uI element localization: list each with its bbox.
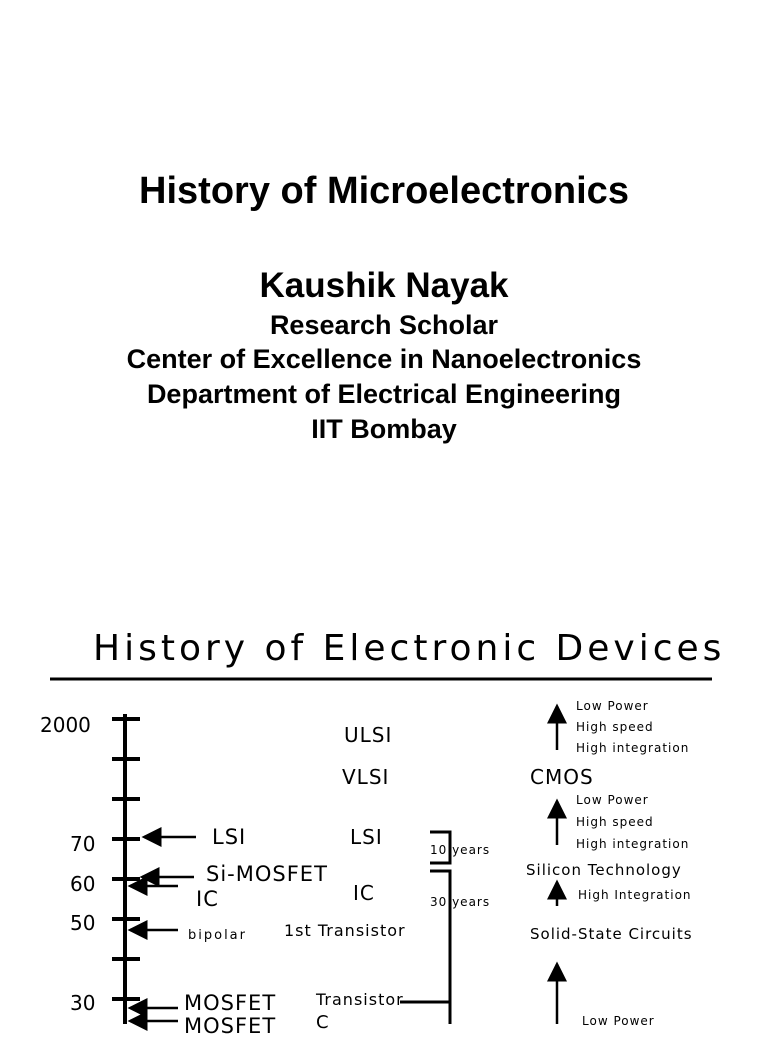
- author-center: Center of Excellence in Nanoelectronics: [126, 344, 642, 374]
- timeline-graphics: [0, 600, 768, 1024]
- history-slide-title: History of Electronic Devices: [93, 628, 726, 669]
- right-label-low-power-2: Low Power: [576, 793, 649, 807]
- bracket-label-10-years: 10 years: [430, 843, 491, 857]
- left-label-bipolar: bipolar: [188, 928, 247, 943]
- author-role: Research Scholar: [269, 310, 499, 340]
- bracket-label-30-years: 30 years: [430, 895, 491, 909]
- middle-label-ulsi: ULSI: [344, 723, 393, 747]
- author-name: Kaushik Nayak: [259, 266, 509, 305]
- middle-label-transistor: Transistor: [316, 990, 404, 1009]
- right-label-high-integration-3: High Integration: [578, 888, 692, 902]
- right-label-high-integration-2: High integration: [576, 837, 690, 851]
- brackets: [400, 832, 450, 1024]
- year-50: 50: [70, 911, 96, 935]
- right-label-cmos: CMOS: [530, 765, 594, 789]
- electronic-devices-history-slide: [0, 600, 768, 1038]
- middle-label-first-transistor: 1st Transistor: [284, 921, 406, 940]
- year-70: 70: [70, 832, 96, 856]
- author-institute: IIT Bombay: [311, 414, 457, 444]
- middle-label-concept: C: [316, 1012, 330, 1033]
- year-30: 30: [70, 991, 96, 1015]
- slide-title: History of Microelectronics: [139, 170, 629, 212]
- right-label-high-integration-1: High integration: [576, 741, 690, 755]
- left-label-lsi: LSI: [212, 825, 247, 849]
- middle-label-ic: IC: [353, 881, 375, 905]
- year-2000: 2000: [40, 713, 91, 737]
- right-label-high-speed-1: High speed: [576, 720, 654, 734]
- right-label-low-power-1: Low Power: [576, 699, 649, 713]
- right-label-solid-state: Solid-State Circuits: [530, 925, 693, 943]
- right-label-silicon-technology: Silicon Technology: [526, 861, 682, 879]
- left-label-mosfet: MOSFET: [184, 991, 277, 1015]
- left-label-mosfet-2: MOSFET: [184, 1014, 277, 1038]
- left-label-ic: IC: [196, 887, 219, 911]
- year-60: 60: [70, 872, 96, 896]
- left-label-si-mosfet: Si-MOSFET: [206, 862, 328, 886]
- middle-label-vlsi: VLSI: [342, 765, 390, 789]
- right-label-low-power-3: Low Power: [582, 1014, 655, 1028]
- author-department: Department of Electrical Engineering: [146, 379, 622, 409]
- right-label-high-speed-2: High speed: [576, 815, 654, 829]
- middle-label-lsi: LSI: [350, 825, 383, 849]
